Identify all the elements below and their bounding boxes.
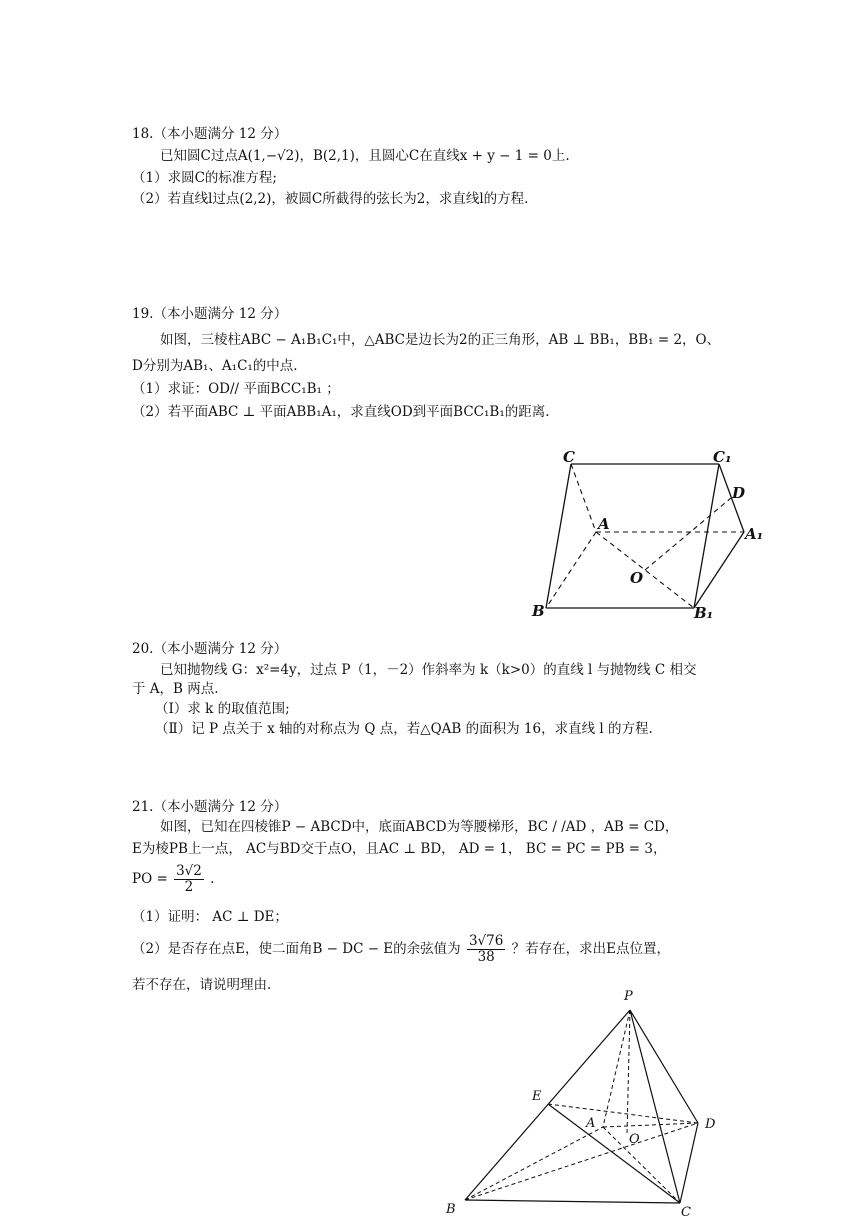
label-d: D [705, 1117, 716, 1132]
label-b: B [532, 602, 545, 620]
edge-a-d [603, 1123, 698, 1127]
label-b1: B₁ [694, 604, 714, 622]
label-a: A [586, 1116, 596, 1131]
edge-c-a [571, 464, 596, 532]
problem-19-part2: （2）若平面ABC ⊥ 平面ABB₁A₁，求直线OD到平面BCC₁B₁的距离. [132, 404, 550, 420]
segment-e-c [548, 1104, 680, 1203]
problem-19-part1: （1）求证：OD// 平面BCC₁B₁ ； [132, 381, 340, 397]
problem-21-statement-line2: E为棱PB上一点， AC与BD交于点O，且AC ⊥ BD， AD = 1， BC = PC = PB = 3， [132, 841, 667, 857]
problem-21-header: 21.（本小题满分 12 分） [132, 799, 288, 815]
problem-20-part2: （Ⅱ）记 P 点关于 x 轴的对称点为 Q 点，若△QAB 的面积为 16，求直线 l 的方程. [155, 721, 653, 737]
cosine-fraction [467, 934, 505, 965]
problem-21-part2-line1 [132, 934, 670, 965]
edge-p-a [603, 1010, 630, 1127]
edge-b-c [465, 1200, 680, 1203]
problem-20-statement-line1: 已知抛物线 G：x²=4y，过点 P（1，－2）作斜率为 k（k>0）的直线 l 与抛物线 C 相交 [160, 662, 697, 678]
label-c: C [681, 1205, 691, 1216]
problem-21-part2-line2: 若不存在，请说明理由. [132, 977, 272, 993]
diagonal-b-d [465, 1123, 698, 1200]
problem-21-statement-line1: 如图，已知在四棱锥P − ABCD中，底面ABCD为等腰梯形，BC / /AD ，AB = CD， [160, 819, 679, 835]
edge-p-b [465, 1010, 630, 1200]
po-suffix: . [210, 871, 215, 887]
edge-a-b [546, 532, 596, 608]
edge-a1-b1 [694, 532, 744, 608]
problem-20-statement-line2: 于 A，B 两点. [132, 681, 219, 697]
problem-18-part1: （1）求圆C的标准方程; [132, 170, 277, 186]
label-p: P [624, 989, 633, 1004]
label-b: B [446, 1202, 456, 1216]
edge-c-d [680, 1123, 698, 1203]
edge-b-a [465, 1127, 603, 1200]
problem-21-po-equation [132, 864, 214, 895]
label-o: O [629, 1132, 640, 1147]
label-e: E [532, 1089, 542, 1104]
problem-19-statement-line2: D分别为AB₁、A₁C₁的中点. [132, 358, 298, 374]
po-numerator: 3√2 [176, 863, 202, 879]
segment-p-o [627, 1010, 630, 1134]
edge-c-b [546, 464, 571, 608]
problem-19-statement-line1: 如图，三棱柱ABC − A₁B₁C₁中，△ABC是边长为2的正三角形，AB ⊥ BB₁，BB₁ = 2，O、 [160, 332, 721, 348]
problem-18-header: 18.（本小题满分 12 分） [132, 126, 288, 142]
label-a1: A₁ [745, 525, 764, 543]
problem-20-header: 20.（本小题满分 12 分） [132, 641, 288, 657]
segment-o-d [645, 498, 731, 570]
edge-c1-b1 [694, 464, 719, 608]
po-fraction [174, 864, 204, 895]
label-c: C [563, 448, 575, 466]
problem-20-part1: （Ⅰ）求 k 的取值范围; [155, 701, 290, 717]
problem-18-statement: 已知圆C过点A(1,−√2)，B(2,1)，且圆心C在直线x + y − 1 = 0上. [160, 148, 570, 164]
diagonal-a-c [603, 1127, 680, 1203]
po-denominator: 2 [184, 879, 194, 895]
edge-p-c [630, 1010, 680, 1203]
prism-figure [525, 440, 775, 625]
label-c1: C₁ [713, 448, 732, 466]
part2-prefix: （2）是否存在点E，使二面角B − DC − E的余弦值为 [132, 941, 461, 957]
label-d: D [732, 484, 746, 502]
cosine-denominator: 38 [477, 949, 495, 965]
problem-21-part1: （1）证明： AC ⊥ DE； [132, 909, 288, 925]
po-prefix: PO = [132, 871, 168, 887]
cosine-numerator: 3√76 [468, 933, 504, 949]
part2-suffix: ？若存在，求出E点位置， [511, 941, 670, 957]
label-a: A [598, 515, 610, 533]
problem-19-header: 19.（本小题满分 12 分） [132, 306, 288, 322]
problem-18-part2: （2）若直线l过点(2,2)，被圆C所截得的弦长为2，求直线l的方程. [132, 191, 529, 207]
label-o: O [630, 569, 644, 587]
pyramid-figure [440, 985, 725, 1216]
edge-p-d [630, 1010, 698, 1123]
